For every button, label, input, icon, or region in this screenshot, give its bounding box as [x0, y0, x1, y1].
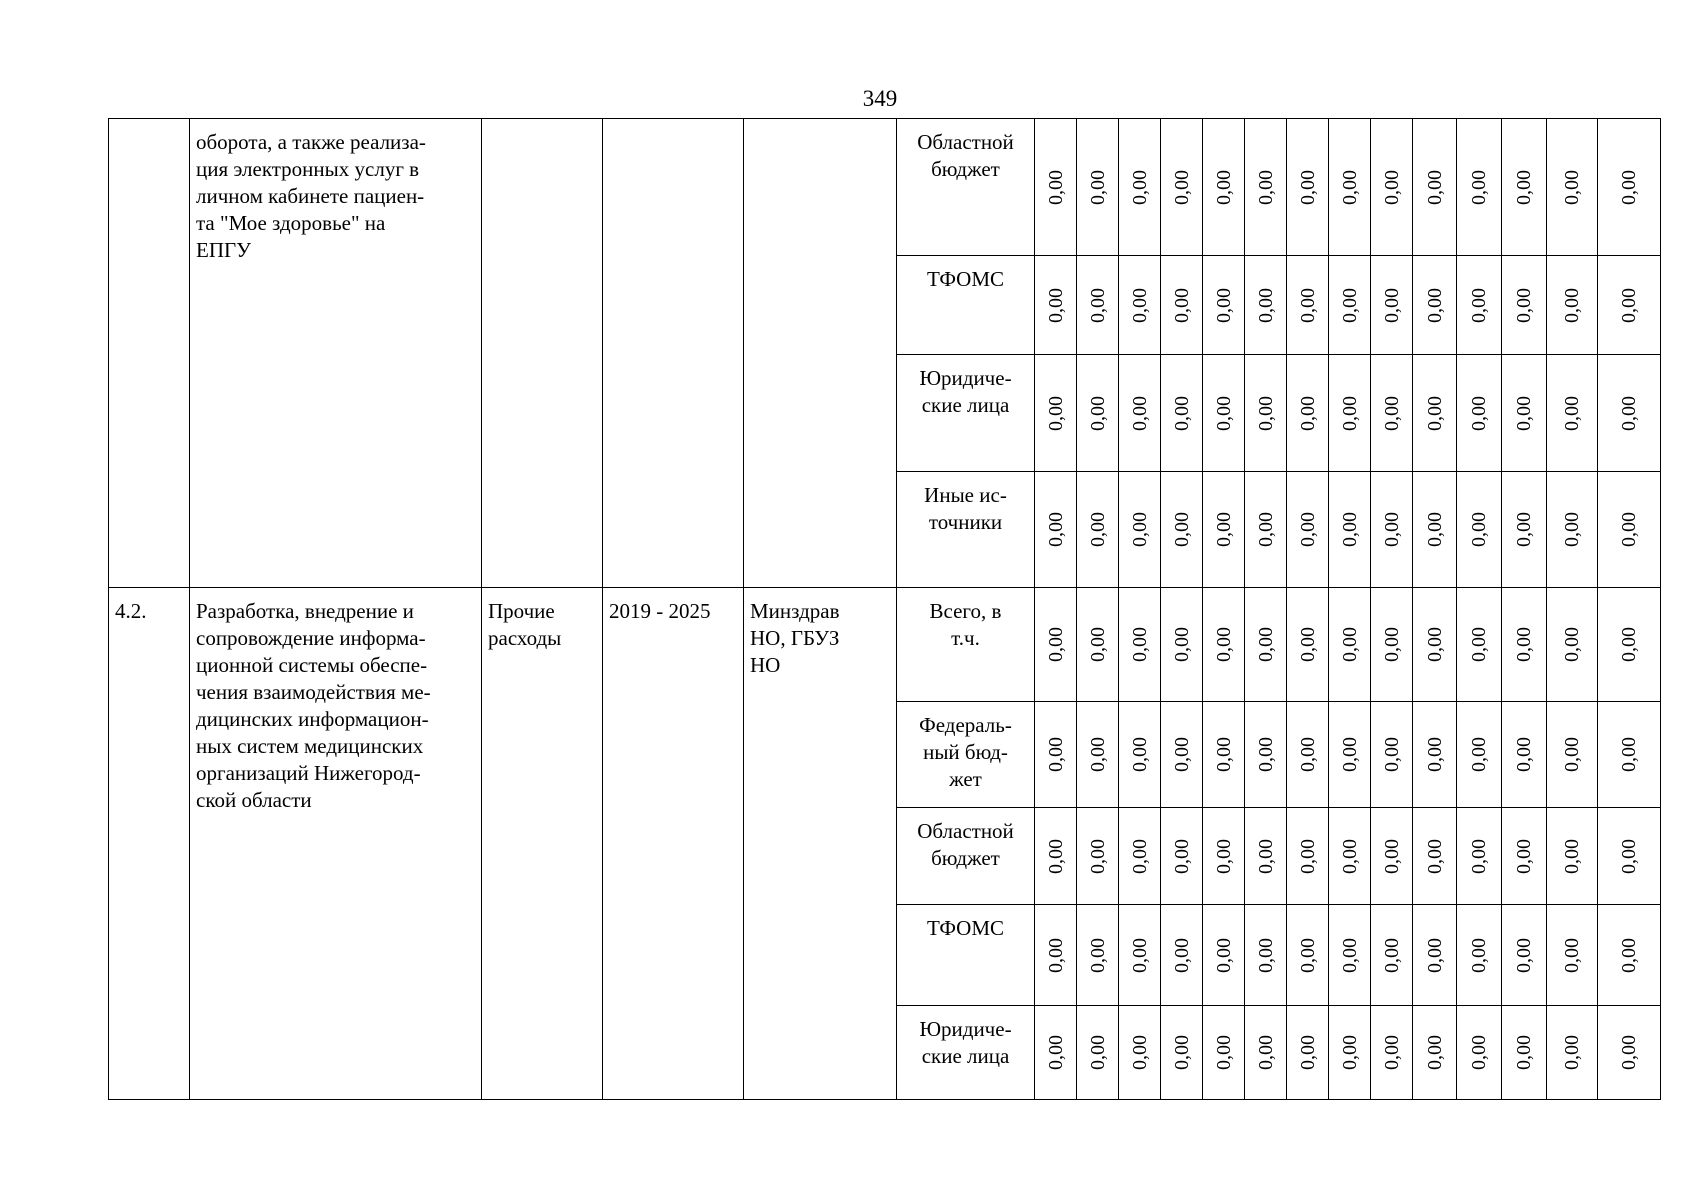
value-cell	[1413, 472, 1457, 588]
value-cell	[1413, 588, 1457, 702]
value-cell	[1077, 1006, 1119, 1100]
value-cell	[1598, 119, 1661, 256]
value-text: 0,00	[1618, 627, 1640, 662]
value-text: 0,00	[1128, 287, 1151, 323]
value-cell	[1077, 702, 1119, 808]
value-text: 0,00	[1044, 627, 1067, 662]
value-cell	[1035, 588, 1077, 702]
value-text: 0,00	[1338, 937, 1361, 973]
value-text: 0,00	[1254, 1035, 1277, 1070]
funding-source: Федераль- ный бюд- жет	[897, 702, 1035, 808]
value-cell	[1598, 702, 1661, 808]
value-text: 0,00	[1338, 287, 1361, 323]
executor	[744, 119, 897, 588]
value-cell	[1457, 1006, 1502, 1100]
value-text: 0,00	[1618, 287, 1640, 323]
value-text: 0,00	[1380, 512, 1403, 547]
value-cell	[1035, 355, 1077, 472]
value-cell	[1287, 1006, 1329, 1100]
value-text: 0,00	[1618, 395, 1640, 431]
value-text: 0,00	[1044, 395, 1067, 431]
value-text: 0,00	[1296, 937, 1319, 973]
value-text: 0,00	[1423, 169, 1446, 205]
value-cell	[1329, 588, 1371, 702]
value-cell	[1547, 119, 1598, 256]
value-cell	[1502, 1006, 1547, 1100]
value-cell	[1329, 119, 1371, 256]
value-text: 0,00	[1561, 169, 1583, 205]
value-cell	[1413, 355, 1457, 472]
value-cell	[1371, 472, 1413, 588]
value-cell	[1598, 256, 1661, 355]
value-cell	[1598, 808, 1661, 905]
value-cell	[1161, 355, 1203, 472]
value-text: 0,00	[1618, 169, 1640, 205]
value-cell	[1077, 905, 1119, 1006]
value-text: 0,00	[1423, 395, 1446, 431]
value-text: 0,00	[1212, 512, 1235, 547]
value-text: 0,00	[1128, 737, 1151, 772]
value-cell	[1035, 472, 1077, 588]
value-text: 0,00	[1212, 1035, 1235, 1070]
value-text: 0,00	[1338, 737, 1361, 772]
value-cell	[1287, 119, 1329, 256]
value-text: 0,00	[1170, 287, 1193, 323]
item-name: оборота, а также реализа- ция электронных услуг в личном кабинете пациен- та "Мое здоровье" на ЕПГУ	[190, 119, 482, 588]
funding-source: Всего, в т.ч.	[897, 588, 1035, 702]
value-cell	[1245, 808, 1287, 905]
value-text: 0,00	[1468, 169, 1490, 205]
value-text: 0,00	[1561, 395, 1583, 431]
value-text: 0,00	[1128, 838, 1151, 874]
value-cell	[1119, 1006, 1161, 1100]
value-text: 0,00	[1296, 395, 1319, 431]
funding-source: ТФОМС	[897, 905, 1035, 1006]
value-text: 0,00	[1423, 937, 1446, 973]
value-text: 0,00	[1296, 512, 1319, 547]
value-cell	[1287, 808, 1329, 905]
value-text: 0,00	[1513, 287, 1535, 323]
value-cell	[1457, 808, 1502, 905]
page-number: 349	[862, 86, 898, 111]
item-number: 4.2.	[109, 588, 190, 1100]
value-text: 0,00	[1338, 169, 1361, 205]
value-cell	[1371, 256, 1413, 355]
value-text: 0,00	[1044, 169, 1067, 205]
value-cell	[1413, 256, 1457, 355]
value-cell	[1035, 119, 1077, 256]
value-text: 0,00	[1380, 627, 1403, 662]
value-text: 0,00	[1296, 1035, 1319, 1070]
value-text: 0,00	[1170, 512, 1193, 547]
value-text: 0,00	[1380, 737, 1403, 772]
value-text: 0,00	[1170, 169, 1193, 205]
value-text: 0,00	[1296, 838, 1319, 874]
value-cell	[1547, 808, 1598, 905]
value-cell	[1077, 119, 1119, 256]
value-text: 0,00	[1170, 627, 1193, 662]
period: 2019 - 2025	[603, 588, 744, 1100]
executor: Минздрав НО, ГБУЗ НО	[744, 588, 897, 1100]
value-text: 0,00	[1561, 937, 1583, 973]
value-cell	[1371, 355, 1413, 472]
value-cell	[1598, 905, 1661, 1006]
value-text: 0,00	[1423, 512, 1446, 547]
value-text: 0,00	[1423, 737, 1446, 772]
value-text: 0,00	[1380, 838, 1403, 874]
value-cell	[1329, 355, 1371, 472]
value-cell	[1598, 588, 1661, 702]
value-cell	[1161, 808, 1203, 905]
value-cell	[1119, 905, 1161, 1006]
expense-type: Прочие расходы	[482, 588, 603, 1100]
value-cell	[1245, 119, 1287, 256]
value-text: 0,00	[1128, 395, 1151, 431]
value-text: 0,00	[1254, 627, 1277, 662]
value-cell	[1413, 702, 1457, 808]
value-text: 0,00	[1170, 737, 1193, 772]
value-text: 0,00	[1212, 627, 1235, 662]
value-cell	[1502, 355, 1547, 472]
value-cell	[1502, 808, 1547, 905]
value-text: 0,00	[1128, 1035, 1151, 1070]
value-cell	[1245, 905, 1287, 1006]
value-cell	[1035, 256, 1077, 355]
value-text: 0,00	[1561, 737, 1583, 772]
expense-type	[482, 119, 603, 588]
funding-source: Областной бюджет	[897, 119, 1035, 256]
value-text: 0,00	[1468, 287, 1490, 323]
item-name: Разработка, внедрение и сопровождение информа- ционной системы обеспе- чения взаимодействия ме- дицинских информацион- ных систем медицинских организаций Нижегород- ской области	[190, 588, 482, 1100]
value-cell	[1287, 472, 1329, 588]
value-text: 0,00	[1468, 937, 1490, 973]
funding-source: Областной бюджет	[897, 808, 1035, 905]
value-text: 0,00	[1254, 512, 1277, 547]
value-cell	[1203, 1006, 1245, 1100]
value-text: 0,00	[1423, 1035, 1446, 1070]
value-cell	[1119, 355, 1161, 472]
value-text: 0,00	[1086, 937, 1109, 973]
value-text: 0,00	[1618, 937, 1640, 973]
value-text: 0,00	[1468, 1035, 1490, 1070]
value-text: 0,00	[1128, 937, 1151, 973]
value-text: 0,00	[1618, 838, 1640, 874]
value-cell	[1502, 472, 1547, 588]
value-cell	[1161, 702, 1203, 808]
value-text: 0,00	[1380, 395, 1403, 431]
value-cell	[1457, 256, 1502, 355]
value-cell	[1413, 905, 1457, 1006]
value-cell	[1329, 1006, 1371, 1100]
value-cell	[1245, 1006, 1287, 1100]
value-cell	[1329, 472, 1371, 588]
value-cell	[1119, 119, 1161, 256]
value-cell	[1119, 808, 1161, 905]
value-cell	[1371, 905, 1413, 1006]
table-row	[109, 119, 1661, 256]
value-text: 0,00	[1254, 169, 1277, 205]
value-cell	[1077, 472, 1119, 588]
value-cell	[1502, 702, 1547, 808]
value-cell	[1457, 905, 1502, 1006]
value-cell	[1287, 355, 1329, 472]
value-cell	[1119, 702, 1161, 808]
value-text: 0,00	[1086, 838, 1109, 874]
value-text: 0,00	[1561, 838, 1583, 874]
value-text: 0,00	[1254, 287, 1277, 323]
value-text: 0,00	[1170, 1035, 1193, 1070]
value-cell	[1245, 355, 1287, 472]
value-cell	[1287, 588, 1329, 702]
value-text: 0,00	[1338, 838, 1361, 874]
value-cell	[1245, 702, 1287, 808]
value-text: 0,00	[1170, 838, 1193, 874]
value-cell	[1329, 905, 1371, 1006]
value-cell	[1547, 1006, 1598, 1100]
table-row	[109, 588, 1661, 702]
value-cell	[1203, 702, 1245, 808]
value-cell	[1598, 1006, 1661, 1100]
value-text: 0,00	[1561, 1035, 1583, 1070]
value-cell	[1547, 702, 1598, 808]
value-text: 0,00	[1296, 169, 1319, 205]
item-number	[109, 119, 190, 588]
value-text: 0,00	[1338, 1035, 1361, 1070]
value-text: 0,00	[1423, 627, 1446, 662]
value-cell	[1547, 588, 1598, 702]
value-cell	[1371, 119, 1413, 256]
value-cell	[1371, 808, 1413, 905]
value-cell	[1035, 905, 1077, 1006]
value-cell	[1035, 808, 1077, 905]
value-cell	[1245, 588, 1287, 702]
value-cell	[1245, 256, 1287, 355]
value-text: 0,00	[1380, 287, 1403, 323]
value-cell	[1598, 355, 1661, 472]
value-text: 0,00	[1618, 1035, 1640, 1070]
funding-source: Иные ис- точники	[897, 472, 1035, 588]
value-cell	[1371, 1006, 1413, 1100]
value-cell	[1161, 256, 1203, 355]
value-text: 0,00	[1380, 1035, 1403, 1070]
value-cell	[1413, 119, 1457, 256]
value-cell	[1161, 905, 1203, 1006]
value-text: 0,00	[1212, 169, 1235, 205]
value-cell	[1287, 905, 1329, 1006]
value-text: 0,00	[1212, 395, 1235, 431]
value-cell	[1329, 702, 1371, 808]
value-text: 0,00	[1468, 627, 1490, 662]
value-text: 0,00	[1468, 512, 1490, 547]
value-cell	[1035, 702, 1077, 808]
value-text: 0,00	[1086, 169, 1109, 205]
value-cell	[1547, 905, 1598, 1006]
value-cell	[1077, 588, 1119, 702]
value-text: 0,00	[1513, 937, 1535, 973]
value-cell	[1203, 355, 1245, 472]
value-text: 0,00	[1296, 627, 1319, 662]
value-text: 0,00	[1338, 512, 1361, 547]
budget-table	[108, 118, 1661, 1100]
value-text: 0,00	[1212, 838, 1235, 874]
value-cell	[1203, 119, 1245, 256]
value-cell	[1371, 588, 1413, 702]
value-cell	[1203, 472, 1245, 588]
value-text: 0,00	[1561, 287, 1583, 323]
value-text: 0,00	[1513, 512, 1535, 547]
value-text: 0,00	[1380, 169, 1403, 205]
value-cell	[1502, 119, 1547, 256]
value-cell	[1457, 472, 1502, 588]
value-text: 0,00	[1044, 1035, 1067, 1070]
value-text: 0,00	[1513, 395, 1535, 431]
value-text: 0,00	[1513, 1035, 1535, 1070]
value-cell	[1413, 1006, 1457, 1100]
value-cell	[1161, 588, 1203, 702]
value-cell	[1287, 256, 1329, 355]
period	[603, 119, 744, 588]
value-text: 0,00	[1086, 627, 1109, 662]
value-cell	[1245, 472, 1287, 588]
value-cell	[1547, 355, 1598, 472]
funding-source: Юридиче- ские лица	[897, 355, 1035, 472]
value-text: 0,00	[1338, 395, 1361, 431]
value-text: 0,00	[1086, 512, 1109, 547]
value-cell	[1077, 256, 1119, 355]
value-text: 0,00	[1468, 395, 1490, 431]
value-cell	[1203, 808, 1245, 905]
value-text: 0,00	[1296, 287, 1319, 323]
value-text: 0,00	[1170, 937, 1193, 973]
value-text: 0,00	[1128, 169, 1151, 205]
value-cell	[1502, 905, 1547, 1006]
value-text: 0,00	[1044, 737, 1067, 772]
value-cell	[1598, 472, 1661, 588]
value-cell	[1035, 1006, 1077, 1100]
value-text: 0,00	[1254, 838, 1277, 874]
value-text: 0,00	[1086, 395, 1109, 431]
value-cell	[1329, 808, 1371, 905]
value-text: 0,00	[1044, 512, 1067, 547]
value-cell	[1457, 702, 1502, 808]
value-cell	[1413, 808, 1457, 905]
value-cell	[1457, 355, 1502, 472]
value-text: 0,00	[1086, 737, 1109, 772]
value-text: 0,00	[1618, 512, 1640, 547]
value-text: 0,00	[1044, 838, 1067, 874]
value-cell	[1502, 588, 1547, 702]
value-text: 0,00	[1468, 838, 1490, 874]
value-cell	[1203, 256, 1245, 355]
value-text: 0,00	[1170, 395, 1193, 431]
value-text: 0,00	[1086, 1035, 1109, 1070]
value-text: 0,00	[1513, 838, 1535, 874]
value-text: 0,00	[1086, 287, 1109, 323]
value-cell	[1287, 702, 1329, 808]
value-text: 0,00	[1380, 937, 1403, 973]
value-cell	[1077, 808, 1119, 905]
value-cell	[1457, 119, 1502, 256]
value-text: 0,00	[1468, 737, 1490, 772]
value-cell	[1161, 119, 1203, 256]
value-cell	[1547, 472, 1598, 588]
value-text: 0,00	[1513, 169, 1535, 205]
value-cell	[1161, 1006, 1203, 1100]
value-cell	[1119, 472, 1161, 588]
value-cell	[1502, 256, 1547, 355]
value-text: 0,00	[1561, 627, 1583, 662]
value-text: 0,00	[1212, 287, 1235, 323]
funding-source: ТФОМС	[897, 256, 1035, 355]
funding-source: Юридиче- ские лица	[897, 1006, 1035, 1100]
value-text: 0,00	[1338, 627, 1361, 662]
value-text: 0,00	[1254, 395, 1277, 431]
value-cell	[1161, 472, 1203, 588]
value-cell	[1119, 588, 1161, 702]
value-text: 0,00	[1561, 512, 1583, 547]
value-cell	[1077, 355, 1119, 472]
value-text: 0,00	[1044, 287, 1067, 323]
value-text: 0,00	[1212, 937, 1235, 973]
value-text: 0,00	[1254, 937, 1277, 973]
value-text: 0,00	[1128, 512, 1151, 547]
value-cell	[1457, 588, 1502, 702]
value-text: 0,00	[1513, 627, 1535, 662]
value-text: 0,00	[1296, 737, 1319, 772]
value-cell	[1119, 256, 1161, 355]
value-text: 0,00	[1618, 737, 1640, 772]
value-text: 0,00	[1423, 287, 1446, 323]
value-text: 0,00	[1128, 627, 1151, 662]
value-text: 0,00	[1423, 838, 1446, 874]
value-text: 0,00	[1212, 737, 1235, 772]
value-text: 0,00	[1044, 937, 1067, 973]
value-cell	[1203, 588, 1245, 702]
value-text: 0,00	[1254, 737, 1277, 772]
value-cell	[1329, 256, 1371, 355]
value-cell	[1203, 905, 1245, 1006]
value-text: 0,00	[1513, 737, 1535, 772]
value-cell	[1547, 256, 1598, 355]
value-cell	[1371, 702, 1413, 808]
